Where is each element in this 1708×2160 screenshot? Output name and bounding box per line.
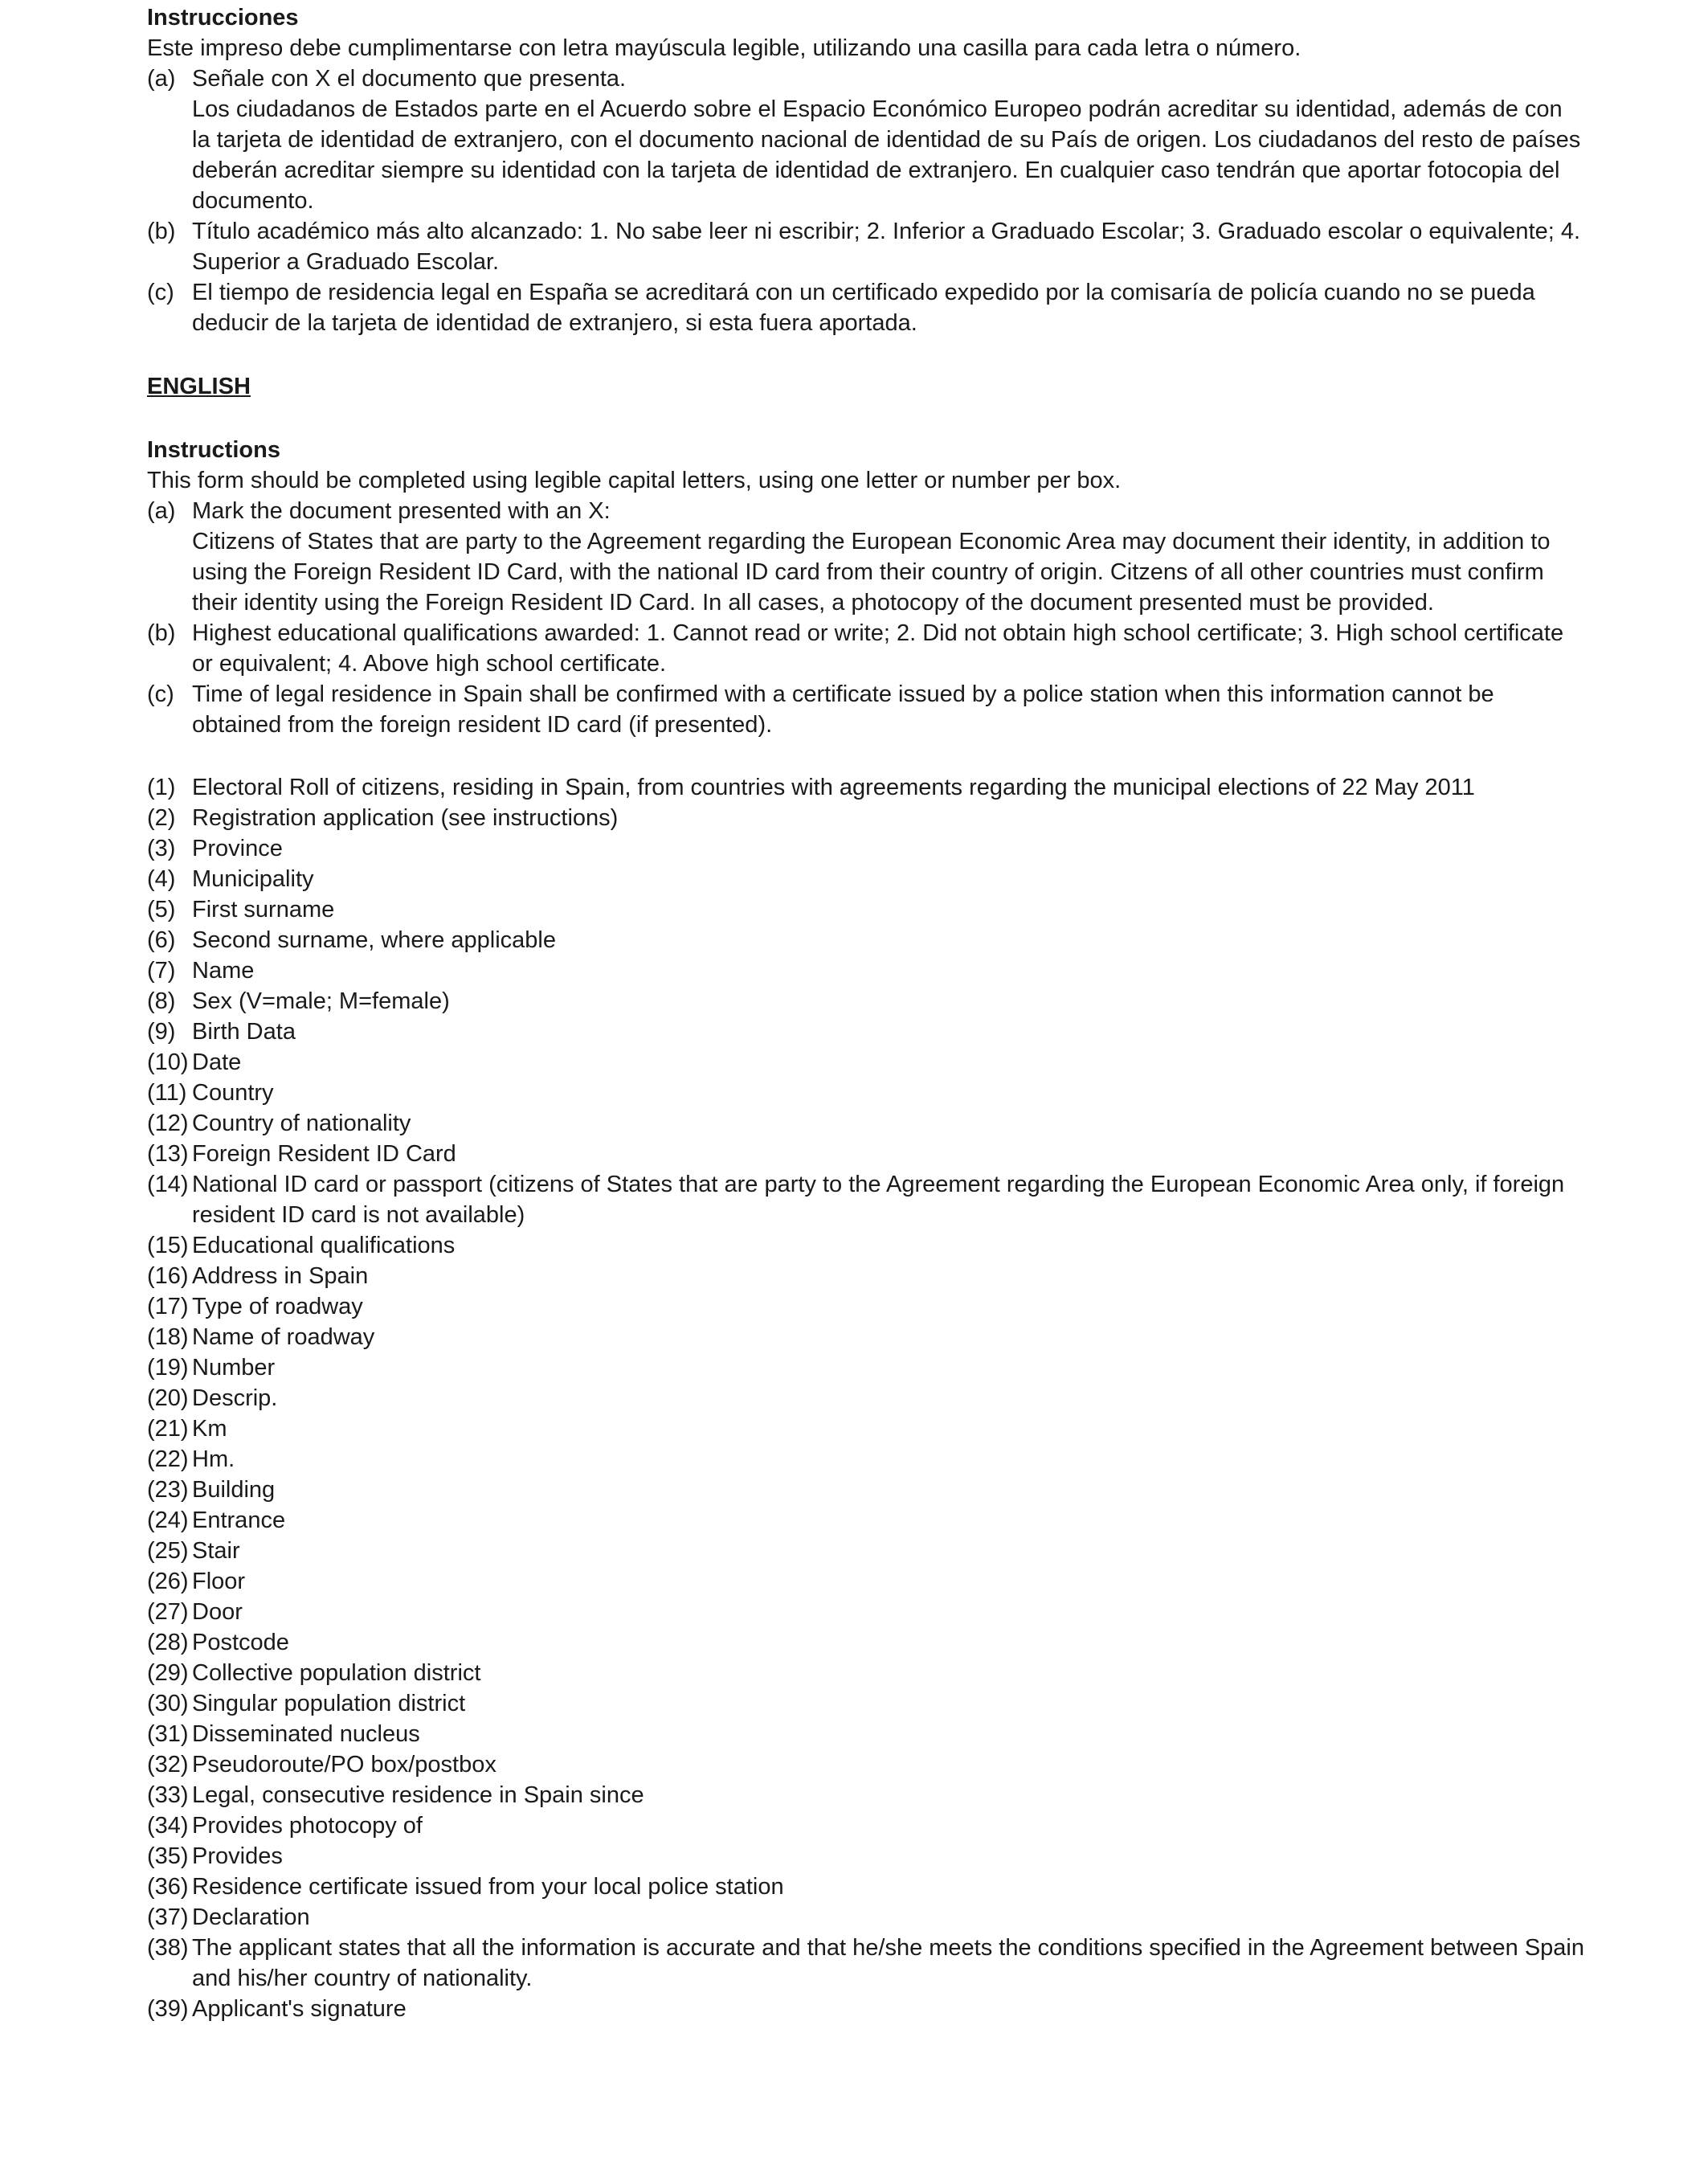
list-item	[147, 1261, 1585, 1291]
list-item-text: Date	[192, 1049, 242, 1075]
list-item	[147, 1505, 1585, 1536]
list-item-number: (25)	[147, 1538, 189, 1564]
list-item-text: Km	[192, 1416, 227, 1442]
list-item-text: Postcode	[192, 1630, 289, 1655]
list-item-text: Singular population district	[192, 1691, 466, 1716]
list-item	[147, 1047, 1585, 1078]
spanish-note-b	[147, 216, 1585, 277]
field-legend-list	[147, 772, 1585, 2024]
list-item-number: (15)	[147, 1233, 189, 1258]
english-note-c	[147, 679, 1585, 740]
list-item-number: (10)	[147, 1049, 189, 1075]
list-item-number: (35)	[147, 1843, 189, 1869]
list-item-text: Province	[192, 836, 283, 861]
note-text: Highest educational qualifications awarded: 1. Cannot read or write; 2. Did not obtain high school certificate; 3. High school certificate or equivalent; 4. Above high school certificate.	[192, 620, 1564, 677]
list-item	[147, 1933, 1585, 1994]
list-item-number: (19)	[147, 1355, 189, 1381]
list-item-text: National ID card or passport (citizens of States that are party to the Agreement regarding the European Economic Area only, if foreign resident ID card is not available)	[192, 1172, 1565, 1228]
list-item-text: Applicant's signature	[192, 1996, 407, 2022]
list-item-text: Name	[192, 958, 255, 984]
list-item	[147, 1780, 1585, 1810]
list-item-text: Hm.	[192, 1446, 235, 1472]
list-item	[147, 1383, 1585, 1413]
list-item-number: (28)	[147, 1630, 189, 1655]
list-item	[147, 1994, 1585, 2024]
spanish-instructions	[147, 2, 1585, 338]
list-item-text: The applicant states that all the information is accurate and that he/she meets the conditions specified in the Agreement between Spain and his/her country of nationality.	[192, 1935, 1585, 1991]
spanish-intro: Este impreso debe cumplimentarse con letra mayúscula legible, utilizando una casilla para cada letra o número.	[147, 35, 1301, 61]
list-item-text: Building	[192, 1477, 276, 1503]
list-item-number: (37)	[147, 1904, 189, 1930]
list-item-text: Pseudoroute/PO box/postbox	[192, 1752, 496, 1778]
list-item-text: Sex (V=male; M=female)	[192, 988, 450, 1014]
list-item-number: (26)	[147, 1569, 189, 1594]
list-item-text: Foreign Resident ID Card	[192, 1141, 456, 1167]
list-item-text: Legal, consecutive residence in Spain since	[192, 1782, 644, 1808]
list-item	[147, 1902, 1585, 1933]
list-item-text: Disseminated nucleus	[192, 1721, 420, 1747]
list-item	[147, 1413, 1585, 1444]
list-item	[147, 1566, 1585, 1597]
list-item	[147, 1230, 1585, 1261]
english-section-title: ENGLISH	[147, 374, 251, 399]
list-item-number: (2)	[147, 805, 176, 831]
list-item	[147, 1719, 1585, 1749]
note-label: (c)	[147, 280, 174, 305]
list-item-number: (30)	[147, 1691, 189, 1716]
english-instructions	[147, 435, 1585, 740]
list-item	[147, 955, 1585, 986]
list-item	[147, 894, 1585, 925]
list-item-number: (5)	[147, 897, 176, 922]
list-item-text: First surname	[192, 897, 335, 922]
list-item-number: (27)	[147, 1599, 189, 1625]
list-item-number: (34)	[147, 1813, 189, 1839]
note-label: (b)	[147, 219, 176, 244]
list-item-number: (12)	[147, 1111, 189, 1136]
list-item	[147, 1078, 1585, 1108]
note-text: El tiempo de residencia legal en España se acreditará con un certificado expedido por la comisaría de policía cuando no se pueda deducir de la tarjeta de identidad de extranjero, si esta fuera aportada.	[192, 280, 1535, 336]
list-item-number: (13)	[147, 1141, 189, 1167]
list-item-number: (23)	[147, 1477, 189, 1503]
list-item	[147, 772, 1585, 803]
list-item-text: Number	[192, 1355, 276, 1381]
spanish-note-a	[147, 63, 1585, 94]
list-item	[147, 1291, 1585, 1322]
list-item-text: Floor	[192, 1569, 246, 1594]
note-label: (b)	[147, 620, 176, 646]
spacer	[147, 740, 1585, 772]
list-item	[147, 1444, 1585, 1475]
english-heading: Instructions	[147, 437, 280, 463]
note-text: Time of legal residence in Spain shall be confirmed with a certificate issued by a police station when this information cannot be obtained from the foreign resident ID card (if presented).	[192, 681, 1494, 738]
note-label: (a)	[147, 498, 176, 524]
list-item-number: (20)	[147, 1385, 189, 1411]
note-label: (c)	[147, 681, 174, 707]
list-item	[147, 1597, 1585, 1627]
list-item-number: (7)	[147, 958, 176, 984]
english-note-a-detail: Citizens of States that are party to the Agreement regarding the European Economic Area may document their identity, in addition to using the Foreign Resident ID Card, with the national ID card from their country of origin. Citzens of all other countries must confirm their identity using the Foreign Resident ID Card. In all cases, a photocopy of the document presented must be provided.	[192, 529, 1551, 616]
list-item	[147, 1475, 1585, 1505]
list-item	[147, 1108, 1585, 1139]
list-item-number: (1)	[147, 775, 176, 800]
list-item-text: Entrance	[192, 1508, 286, 1533]
list-item	[147, 1841, 1585, 1872]
list-item-text: Stair	[192, 1538, 240, 1564]
english-note-a	[147, 496, 1585, 526]
list-item	[147, 1322, 1585, 1352]
list-item-text: Electoral Roll of citizens, residing in Spain, from countries with agreements regarding the municipal elections of 22 May 2011	[192, 775, 1475, 800]
list-item-text: Second surname, where applicable	[192, 927, 556, 953]
list-item-text: Birth Data	[192, 1019, 296, 1045]
list-item-number: (21)	[147, 1416, 189, 1442]
list-item-text: Educational qualifications	[192, 1233, 456, 1258]
list-item-text: Country	[192, 1080, 274, 1106]
spacer	[147, 402, 1585, 435]
list-item-number: (31)	[147, 1721, 189, 1747]
list-item-number: (24)	[147, 1508, 189, 1533]
list-item-text: Country of nationality	[192, 1111, 411, 1136]
note-text: Mark the document presented with an X:	[192, 498, 611, 524]
list-item	[147, 1627, 1585, 1658]
note-text: Título académico más alto alcanzado: 1. No sabe leer ni escribir; 2. Inferior a Graduado Escolar; 3. Graduado escolar o equivalente; 4. Superior a Graduado Escolar.	[192, 219, 1581, 275]
list-item-number: (29)	[147, 1660, 189, 1686]
list-item-number: (33)	[147, 1782, 189, 1808]
list-item	[147, 1658, 1585, 1688]
list-item-number: (18)	[147, 1324, 189, 1350]
list-item	[147, 803, 1585, 833]
list-item-text: Provides photocopy of	[192, 1813, 423, 1839]
spanish-note-c	[147, 277, 1585, 338]
note-label: (a)	[147, 66, 176, 92]
list-item	[147, 1017, 1585, 1047]
list-item	[147, 1749, 1585, 1780]
list-item	[147, 1169, 1585, 1230]
list-item-number: (6)	[147, 927, 176, 953]
list-item-number: (11)	[147, 1080, 187, 1106]
list-item-number: (39)	[147, 1996, 189, 2022]
note-text: Señale con X el documento que presenta.	[192, 66, 627, 92]
list-item-number: (38)	[147, 1935, 189, 1961]
list-item-number: (22)	[147, 1446, 189, 1472]
spanish-note-a-detail: Los ciudadanos de Estados parte en el Acuerdo sobre el Espacio Económico Europeo podrán acreditar su identidad, además de con la tarjeta de identidad de extranjero, con el documento nacional de identidad de su País de origen. Los ciudadanos del resto de países deberán acreditar siempre su identidad con la tarjeta de identidad de extranjero. En cualquier caso tendrán que aportar fotocopia del documento.	[192, 96, 1581, 214]
spacer	[147, 338, 1585, 371]
list-item-text: Type of roadway	[192, 1294, 363, 1319]
list-item	[147, 1139, 1585, 1169]
list-item-text: Address in Spain	[192, 1263, 369, 1289]
list-item-text: Door	[192, 1599, 243, 1625]
english-note-b	[147, 618, 1585, 679]
english-intro: This form should be completed using legible capital letters, using one letter or number per box.	[147, 468, 1122, 493]
list-item-number: (36)	[147, 1874, 189, 1900]
list-item	[147, 986, 1585, 1017]
list-item-text: Provides	[192, 1843, 283, 1869]
list-item	[147, 925, 1585, 955]
list-item-number: (8)	[147, 988, 176, 1014]
list-item-text: Name of roadway	[192, 1324, 375, 1350]
list-item-number: (32)	[147, 1752, 189, 1778]
list-item-text: Registration application (see instructions)	[192, 805, 619, 831]
list-item	[147, 1688, 1585, 1719]
list-item	[147, 1536, 1585, 1566]
list-item	[147, 1352, 1585, 1383]
list-item	[147, 864, 1585, 894]
spanish-heading: Instrucciones	[147, 5, 299, 31]
list-item-text: Collective population district	[192, 1660, 481, 1686]
list-item-number: (9)	[147, 1019, 176, 1045]
list-item-text: Municipality	[192, 866, 314, 892]
list-item-text: Declaration	[192, 1904, 310, 1930]
list-item-number: (4)	[147, 866, 176, 892]
list-item	[147, 1872, 1585, 1902]
list-item	[147, 1810, 1585, 1841]
document-page	[147, 2, 1585, 2024]
list-item	[147, 833, 1585, 864]
list-item-text: Residence certificate issued from your local police station	[192, 1874, 784, 1900]
list-item-number: (17)	[147, 1294, 189, 1319]
list-item-text: Descrip.	[192, 1385, 278, 1411]
list-item-number: (3)	[147, 836, 176, 861]
list-item-number: (14)	[147, 1172, 189, 1197]
list-item-number: (16)	[147, 1263, 189, 1289]
